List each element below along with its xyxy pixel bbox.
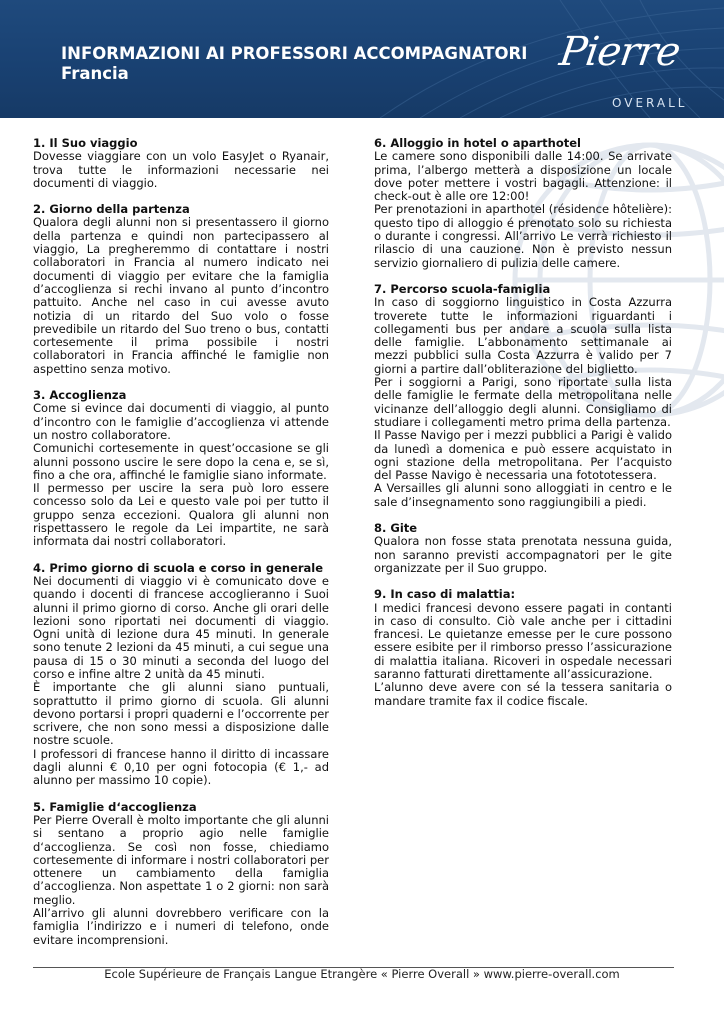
section-paragraph: I medici francesi devono essere pagati in contanti in caso di consulto. Ciò vale anche per i cittadini francesi. Le quietanze emesse per le cure possono essere esibite per il rimborso presso l’assicurazione di malattia italiana. Ricoveri in ospedale necessari saranno fatturati direttamente all’assicurazione.: [374, 600, 672, 681]
section-paragraph: Comunichi cortesemente in quest’occasione se gli alunni possono uscire le sere dopo la cena e, se sì, fino a che ora, affinché le famiglie siano informate.: [33, 441, 329, 482]
section-heading: 8. Gite: [374, 521, 418, 536]
section-paragraph: In caso di soggiorno linguistico in Costa Azzurra troverete tutte le informazioni riguardanti i collegamenti bus per andare a scuola sulla lista delle famiglie. L’abbonamento settimanale ai mezzi pubblici sulla Costa Azzurra è valido per 7 giorni a partire dall’obliterazione del biglietto.: [374, 295, 672, 376]
footer-text: Ecole Supérieure de Français Langue Etrangère « Pierre Overall » www.pierre-overall.com: [104, 967, 620, 981]
section-paragraph: I professori di francese hanno il diritto di incassare dagli alunni € 0,10 per ogni fotocopia (€ 1,- ad alunno per massimo 10 copie).: [33, 746, 329, 788]
title-line-1: INFORMAZIONI AI PROFESSORI ACCOMPAGNATORI: [61, 44, 528, 63]
left-column: [33, 137, 329, 960]
section-paragraph: Nei documenti di viaggio vi è comunicato dove e quando i docenti di francese accoglieranno i Suoi alunni il primo giorno di corso. Anche gli orari delle lezioni sono riportati nei documenti di viaggio. Ogni unità di lezione dura 45 minuti. In generale sono tenute 2 lezioni da 45 minuti, a cui segue una pausa di 15 o 30 minuti a seconda del luogo del corso e infine altre 2 unità da 45 minuti.: [33, 573, 329, 681]
section-paragraph: A Versailles gli alunni sono alloggiati in centro e le sale d’insegnamento sono raggiungibili a piedi.: [374, 481, 672, 509]
section: [33, 562, 329, 788]
section: [374, 137, 672, 270]
section: [33, 203, 329, 376]
logo-script-text: Pierre: [556, 29, 683, 75]
section: [374, 283, 672, 509]
section-heading: 9. In caso di malattia:: [374, 587, 516, 602]
section-paragraph: Per prenotazioni in aparthotel (résidence hôtelière): questo tipo di alloggio é prenotato solo su richiesta o durante i congressi. All’arrivo Le verrà richiesto il rilascio di una cauzione. Non è previsto nessun servizio giornaliero di pulizia delle camere.: [374, 202, 672, 270]
section-heading: 2. Giorno della partenza: [33, 202, 190, 217]
right-column: [374, 137, 672, 721]
section-paragraph: Il Passe Navigo per i mezzi pubblici a Parigi è valido da lunedì a domenica e può essere acquistato in ogni stazione della metropolitana. Per l’acquisto del Passe Navigo è necessaria una fotototessera.: [374, 428, 672, 483]
section: [33, 389, 329, 549]
section: [374, 588, 672, 708]
section-paragraph: È importante che gli alunni siano puntuali, soprattutto il primo giorno di scuola. Gli alunni devono portarsi i propri quaderni e l’occorrente per scrivere, che non sono messi a disposizione dalle nostre scuole.: [33, 680, 329, 748]
section-paragraph: Qualora degli alunni non si presentassero il giorno della partenza e quindi non partecipassero al viaggio, La pregheremmo di contattare i nostri collaboratori in Francia al numero indicato nei documenti di viaggio per evitare che la famiglia d’accoglienza si rechi invano al punto d’incontro pattuito. Anche nel caso in cui avesse avuto notizia di un ritardo del Suo volo o fosse prevedibile un ritardo del Suo treno o bus, contatti cortesemente il prima possibile i nostri collaboratori in Francia affinché le famiglie non aspettino senza motivo.: [33, 215, 329, 376]
section-paragraph: Dovesse viaggiare con un volo EasyJet o Ryanair, trova tutte le informazioni necessarie nei documenti di viaggio.: [33, 149, 329, 190]
section-heading: 7. Percorso scuola-famiglia: [374, 281, 551, 296]
section-paragraph: L’alunno deve avere con sé la tessera sanitaria o mandare tramite fax il codice fiscale.: [374, 680, 672, 708]
title-line-2: Francia: [61, 64, 129, 83]
logo-subtitle: OVERALL: [612, 96, 688, 110]
section-paragraph: Il permesso per uscire la sera può loro essere concesso solo da Lei e questo vale poi per tutto il gruppo senza eccezioni. Qualora gli alunni non rispettassero le regole da Lei impartite, ne sarà informata dai nostri collaboratori.: [33, 481, 329, 549]
section: [33, 137, 329, 190]
section: [33, 801, 329, 947]
section-heading: 4. Primo giorno di scuola e corso in generale: [33, 560, 324, 575]
section-paragraph: Qualora non fosse stata prenotata nessuna guida, non saranno previsti accompagnatori per le gite organizzate per il Suo gruppo.: [374, 534, 672, 575]
section-paragraph: Come si evince dai documenti di viaggio, al punto d’incontro con le famiglie d’accoglienza vi attende un nostro collaboratore.: [33, 401, 329, 442]
pierre-overall-logo: [556, 22, 690, 112]
section-paragraph: Per Pierre Overall è molto importante che gli alunni si sentano a proprio agio nelle famiglie d‘accoglienza. Se così non fosse, chiediamo cortesemente di informare i nostri collaboratori per ottenere un cambiamento della famiglia d’accoglienza. Non aspettate 1 o 2 giorni: non sarà meglio.: [33, 812, 329, 907]
section-heading: 5. Famiglie d‘accoglienza: [33, 799, 197, 814]
section-heading: 6. Alloggio in hotel o aparthotel: [374, 136, 581, 150]
page-title: [61, 44, 527, 84]
header-band: [0, 0, 724, 118]
section-heading: 3. Accoglienza: [33, 388, 127, 403]
section-paragraph: Per i soggiorni a Parigi, sono riportate sulla lista delle famiglie le fermate della metropolitana nelle vicinanze dell’alloggio degli alunni. Consigliamo di studiare i collegamenti metro prima della partenza.: [374, 375, 672, 429]
section: [374, 522, 672, 575]
section-heading: 1. Il Suo viaggio: [33, 136, 138, 150]
section-paragraph: All’arrivo gli alunni dovrebbero verificare con la famiglia l’indirizzo e i numeri di telefono, onde evitare incomprensioni.: [33, 906, 329, 947]
section-paragraph: Le camere sono disponibili dalle 14:00. Se arrivate prima, l’albergo metterà a disposizione un locale dove poter mettere i vostri bagagli. Attenzione: il check-out è alle ore 12:00!: [374, 149, 672, 204]
